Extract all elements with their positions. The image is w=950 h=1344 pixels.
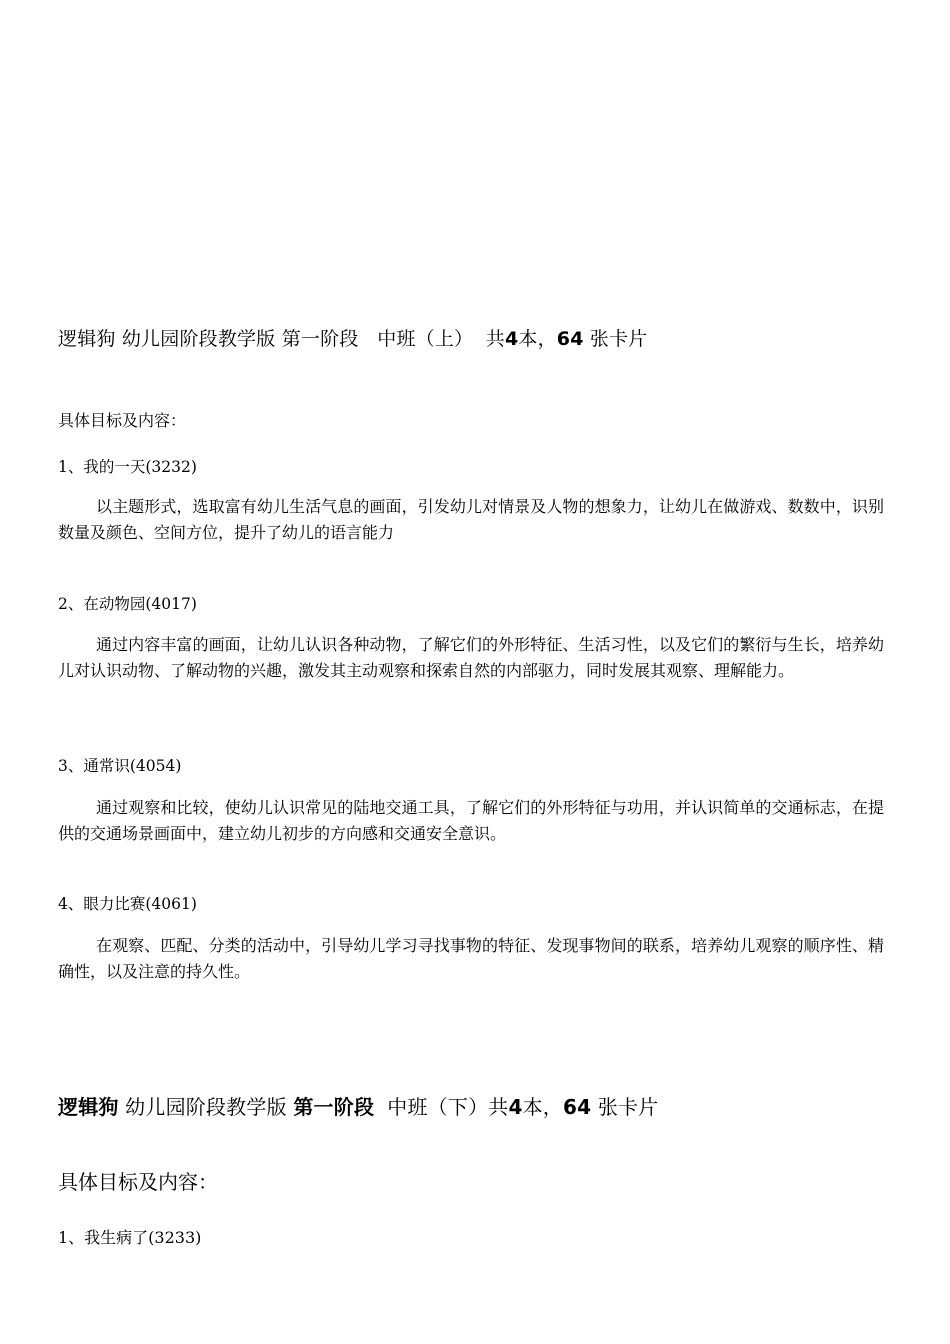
section2-subtitle: 具体目标及内容： bbox=[58, 1170, 218, 1194]
section2-heading bbox=[58, 1091, 658, 1120]
brand: 逻辑狗 bbox=[58, 328, 116, 350]
item-title: 2、在动物园(4017) bbox=[58, 595, 197, 613]
item-title: 1、我生病了(3233) bbox=[58, 1228, 202, 1247]
brand: 逻辑狗 bbox=[58, 1095, 119, 1119]
item-description: 以主题形式，选取富有幼儿生活气息的画面，引发幼儿对情景及人物的想象力，让幼儿在做游戏、数数中，识别数量及颜色、空间方位，提升了幼儿的语言能力 bbox=[58, 497, 884, 542]
item-description: 通过内容丰富的画面，让幼儿认识各种动物，了解它们的外形特征、生活习性，以及它们的繁衍与生长，培养幼儿对认识动物、了解动物的兴趣，激发其主动观察和探索自然的内部驱力，同时发展其观察、理解能力。 bbox=[58, 635, 884, 680]
books-count: 4 bbox=[508, 1095, 523, 1119]
section1-heading bbox=[58, 324, 647, 351]
item-title: 4、眼力比赛(4061) bbox=[58, 895, 197, 913]
cards-unit: 张卡片 bbox=[589, 328, 648, 350]
item-title: 1、我的一天(3232) bbox=[58, 458, 197, 476]
books-count: 4 bbox=[504, 328, 519, 350]
cards-count: 64 bbox=[563, 1095, 592, 1119]
books-unit: 本， bbox=[522, 1095, 564, 1119]
total-prefix: 共 bbox=[485, 328, 505, 350]
item-title: 3、通常识(4054) bbox=[58, 757, 182, 775]
class-name: 中班（下） bbox=[387, 1095, 489, 1119]
total-prefix: 共 bbox=[488, 1095, 509, 1119]
item-description: 在观察、匹配、分类的活动中，引导幼儿学习寻找事物的特征、发现事物间的联系，培养幼儿观察的顺序性、精确性，以及注意的持久性。 bbox=[58, 936, 884, 981]
edition: 幼儿园阶段教学版 bbox=[125, 1095, 287, 1119]
section1-subtitle: 具体目标及内容： bbox=[58, 411, 187, 430]
class-name: 中班（上） bbox=[377, 328, 474, 350]
item-description: 通过观察和比较，使幼儿认识常见的陆地交通工具，了解它们的外形特征与功用，并认识简单的交通标志，在提供的交通场景画面中，建立幼儿初步的方向感和交通安全意识。 bbox=[58, 798, 884, 843]
cards-count: 64 bbox=[556, 328, 584, 350]
stage: 第一阶段 bbox=[293, 1095, 375, 1119]
books-unit: 本， bbox=[518, 328, 557, 350]
cards-unit: 张卡片 bbox=[597, 1095, 659, 1119]
edition: 幼儿园阶段教学版 bbox=[121, 328, 276, 350]
stage: 第一阶段 bbox=[281, 328, 359, 350]
